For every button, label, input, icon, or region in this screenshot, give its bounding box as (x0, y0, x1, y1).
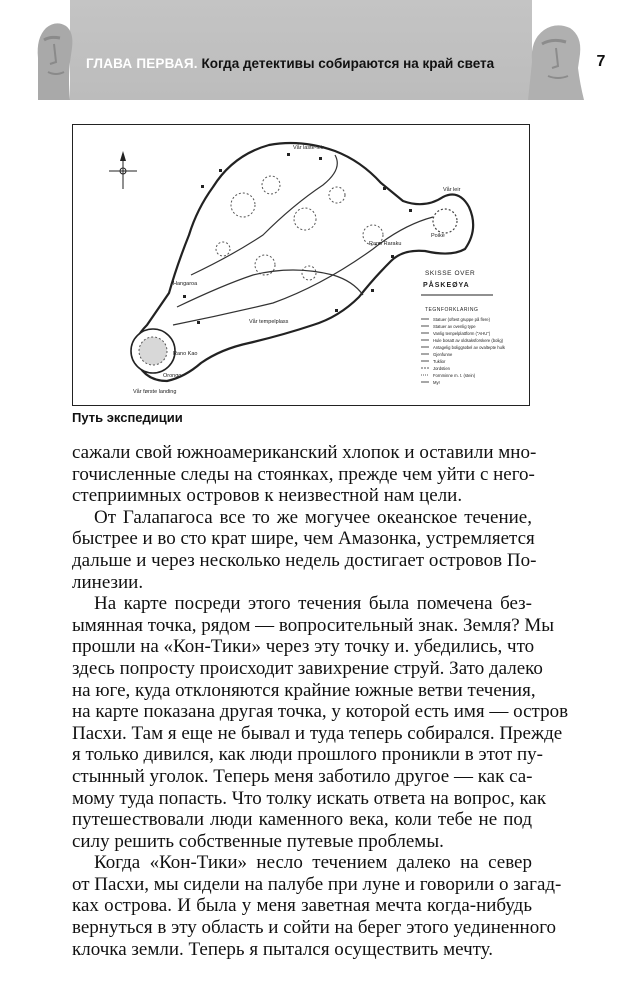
legend-heading: TEGNFORKLARING (425, 307, 479, 313)
text-line: вернуться в эту область и сойти на берег этого уединенного (72, 917, 557, 939)
text-line: силу решить собственные путевые проблемы. (72, 830, 444, 852)
map-title-2: PÅSKEØYA (423, 282, 470, 289)
text-line: на юге, куда отклоняются крайние южные ветви течения, (72, 679, 536, 701)
chapter-running-title: ГЛАВА ПЕРВАЯ. Когда детективы собираются на край света (86, 56, 495, 71)
moai-statue-right-icon (520, 18, 592, 100)
easter-island-map (73, 125, 529, 405)
legend-item: Myr (433, 380, 440, 385)
text-line: степриимных островов к неизвестной нам цели. (72, 485, 463, 507)
text-line: ымянная точка, рядом — вопросительный знак. Земля? Мы (72, 614, 555, 636)
text-line: от Пасхи, мы сидели на палубе при луне и говорили о загад- (72, 873, 562, 895)
legend-item: Antagelig boliggrøbel av ovaltepte hulk (433, 345, 505, 350)
map-label: Orongo (163, 373, 182, 379)
legend-item: Hule bosatt av oldsaksforskere (bolig) (433, 338, 504, 343)
page-number: 7 (596, 53, 606, 70)
map-label: Vår laste-leir (293, 145, 324, 151)
figure-caption: Путь экспедиции (72, 410, 183, 425)
map-label: Hangaroa (173, 281, 198, 287)
map-label: Vår første landing (133, 389, 177, 395)
map-label: Poike (431, 233, 445, 239)
text-line: дальше и через несколько недель достигает островов По- (72, 549, 537, 571)
compass-rose-icon (109, 151, 137, 189)
legend-item: Fornminne m. t. (stein) (433, 373, 476, 378)
legend-item: Jordstien (433, 366, 450, 371)
text-line: стынный уголок. Теперь меня заботило другое — как са- (72, 765, 533, 787)
map-label: Vår tempelplass (249, 319, 289, 325)
text-line: быстрее и во сто крат шире, чем Амазонка, устремляется (72, 528, 535, 550)
chapter-label: ГЛАВА ПЕРВАЯ (86, 56, 194, 71)
legend-item: Vanlig tempelplattform ("AHU") (433, 331, 491, 336)
text-line: Когда «Кон-Тики» несло течением далеко на север (94, 852, 532, 874)
text-line: я только дивился, как люди прошлого проникли в этот пу- (72, 744, 543, 766)
legend-item: Statuer av ovenlig type (433, 324, 476, 329)
map-figure (72, 124, 530, 406)
text-line: клочка земли. Теперь я пытался осуществить мечту. (72, 938, 494, 960)
text-line: гочисленные следы на стоянках, прежде чем уйти с него- (72, 463, 535, 485)
text-line: ках острова. И была у меня заветная мечта когда-нибудь (72, 895, 532, 917)
text-line: От Галапагоса все то же могучее океанское течение, (94, 506, 532, 528)
map-label: Vår leir (443, 187, 461, 193)
text-line: мому туда попасть. Что толку искать ответа на вопрос, как (72, 787, 547, 809)
chapter-title: Когда детективы собираются на край света (201, 56, 495, 71)
legend-item: Gjenfunne (433, 352, 453, 357)
text-line: на карте показана другая точка, у которой есть имя — остров (72, 701, 569, 723)
map-label: Rano Raraku (369, 241, 402, 247)
text-line: прошли на «Кон-Тики» через эту точку и. убедились, что (72, 636, 535, 658)
island-coastline (134, 143, 476, 381)
text-line: Пасхи. Там я еще не бывал и туда теперь собирался. Прежде (72, 722, 563, 744)
text-line: здесь попросту происходит завихрение струй. Зато далеко (72, 657, 543, 679)
text-line: линезии. (72, 571, 144, 593)
header-band (70, 0, 532, 100)
text-line: На карте посреди этого течения была помечена без- (94, 593, 532, 615)
moai-statue-left-icon (20, 18, 80, 100)
legend-item: Statuer (oftest gruppe på flere) (433, 317, 491, 322)
map-label: Rano Kao (173, 351, 198, 357)
text-line: сажали свой южноамериканский хлопок и оставили мно- (72, 442, 537, 463)
running-header (0, 0, 644, 100)
legend-item: Tuklior (433, 359, 446, 364)
map-title: SKISSE OVER (425, 270, 476, 277)
text-line: путешествовали люди каменного века, коли тебе не под (72, 809, 532, 831)
body-text (72, 442, 569, 960)
poike-crater (433, 209, 457, 233)
